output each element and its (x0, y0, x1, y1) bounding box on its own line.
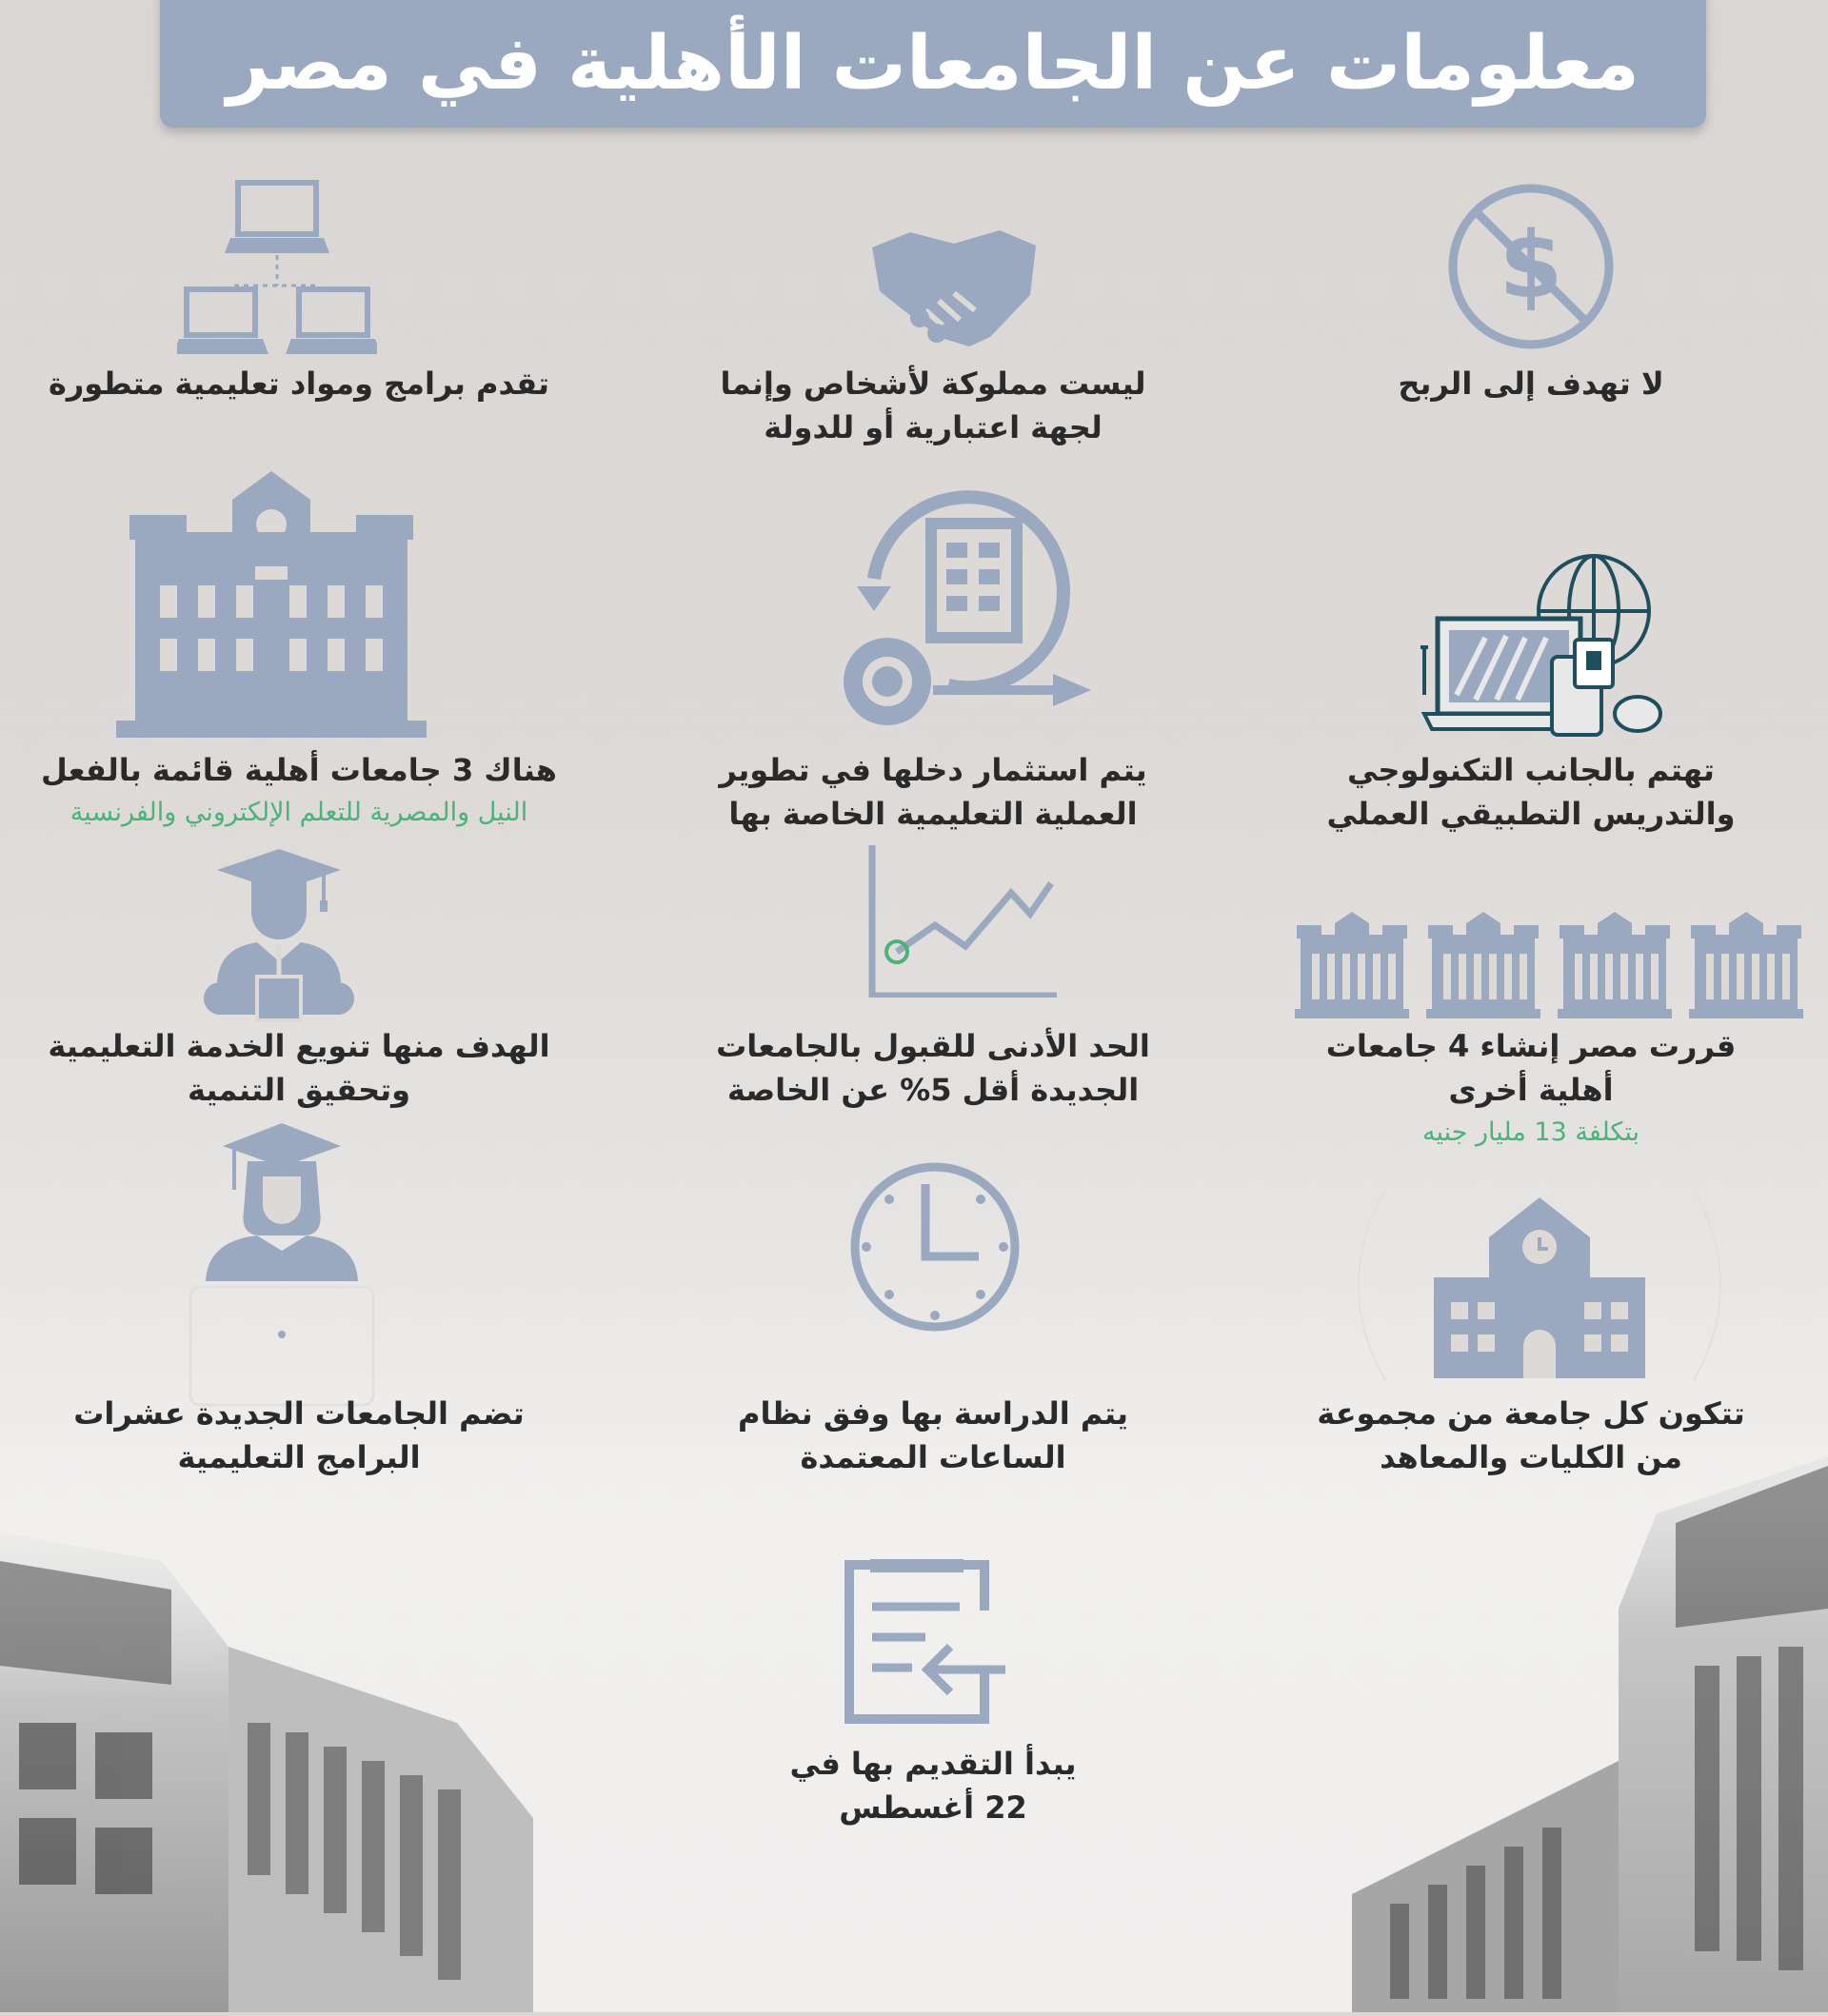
fact-line: والتدريس التطبيقي العملي (1326, 796, 1736, 832)
fact-programs-count (23, 1392, 575, 1479)
fact-line: الحد الأدنى للقبول بالجامعات (716, 1028, 1150, 1064)
fact-line: تهتم بالجانب التكنولوجي (1347, 752, 1715, 788)
fact-line: 22 أغسطس (839, 1789, 1027, 1826)
fact-line: تضم الجامعات الجديدة عشرات (73, 1395, 525, 1432)
fact-application-date (657, 1742, 1209, 1829)
laptop-network-icon (177, 179, 377, 360)
fact-line: الهدف منها تنويع الخدمة التعليمية (48, 1028, 550, 1064)
investment-cycle-icon (828, 474, 1095, 741)
female-graduate-laptop-icon (181, 1123, 383, 1409)
background-building-right (1352, 1456, 1828, 2012)
fact-line: هناك 3 جامعات أهلية قائمة بالفعل (41, 752, 557, 788)
svg-text:$: $ (1499, 212, 1563, 319)
fact-line: قررت مصر إنشاء 4 جامعات (1325, 1028, 1737, 1064)
fact-line: الجديدة أقل 5% عن الخاصة (726, 1072, 1140, 1108)
fact-technology (1255, 748, 1807, 836)
fact-no-profit (1255, 362, 1807, 405)
fact-line: العملية التعليمية الخاصة بها (728, 796, 1138, 832)
document-apply-icon (842, 1557, 1007, 1725)
page-title: معلومات عن الجامعات الأهلية في مصر (227, 21, 1639, 107)
fact-new-universities (1255, 1024, 1807, 1154)
fact-line: من الكليات والمعاهد (1380, 1439, 1682, 1475)
fact-ownership (657, 362, 1209, 449)
background-building-left (0, 1532, 533, 2012)
fact-line: لجهة اعتبارية أو للدولة (764, 409, 1103, 445)
no-profit-dollar-icon (1445, 181, 1617, 352)
fact-credit-hours (657, 1392, 1209, 1479)
fact-existing-universities (23, 748, 575, 834)
handshake-icon (866, 219, 1042, 352)
fact-line: الساعات المعتمدة (800, 1439, 1066, 1475)
fact-line: البرامج التعليمية (177, 1439, 421, 1475)
fact-line: أهلية أخرى (1448, 1072, 1614, 1108)
fact-line: يتم الدراسة بها وفق نظام (738, 1395, 1128, 1432)
fact-goal (23, 1024, 575, 1112)
clock-icon (847, 1159, 1023, 1334)
fact-line: وتحقيق التنمية (187, 1072, 411, 1108)
fact-admission (657, 1024, 1209, 1112)
fact-line: تتكون كل جامعة من مجموعة (1317, 1395, 1745, 1432)
fact-programs (23, 362, 575, 405)
fact-line: تقدم برامج ومواد تعليمية متطورة (48, 366, 549, 402)
school-clock-icon (1354, 1190, 1725, 1380)
university-building-icon (116, 471, 427, 738)
title-banner (160, 0, 1706, 128)
fact-line: يتم استثمار دخلها في تطوير (719, 752, 1147, 788)
fact-line: ليست مملوكة لأشخاص وإنما (720, 366, 1146, 402)
tech-globe-devices-icon (1419, 552, 1672, 742)
fact-note: بتكلفة 13 مليار جنيه (1421, 1117, 1640, 1147)
four-buildings-icon (1295, 912, 1809, 1022)
fact-line: لا تهدف إلى الربح (1398, 366, 1664, 402)
fact-note: النيل والمصرية للتعلم الإلكتروني والفرنسية (70, 798, 528, 827)
fact-line: يبدأ التقديم بها في (789, 1746, 1077, 1782)
graduate-icon (198, 849, 360, 1026)
fact-investment (657, 748, 1209, 836)
growth-chart-icon (868, 845, 1059, 998)
